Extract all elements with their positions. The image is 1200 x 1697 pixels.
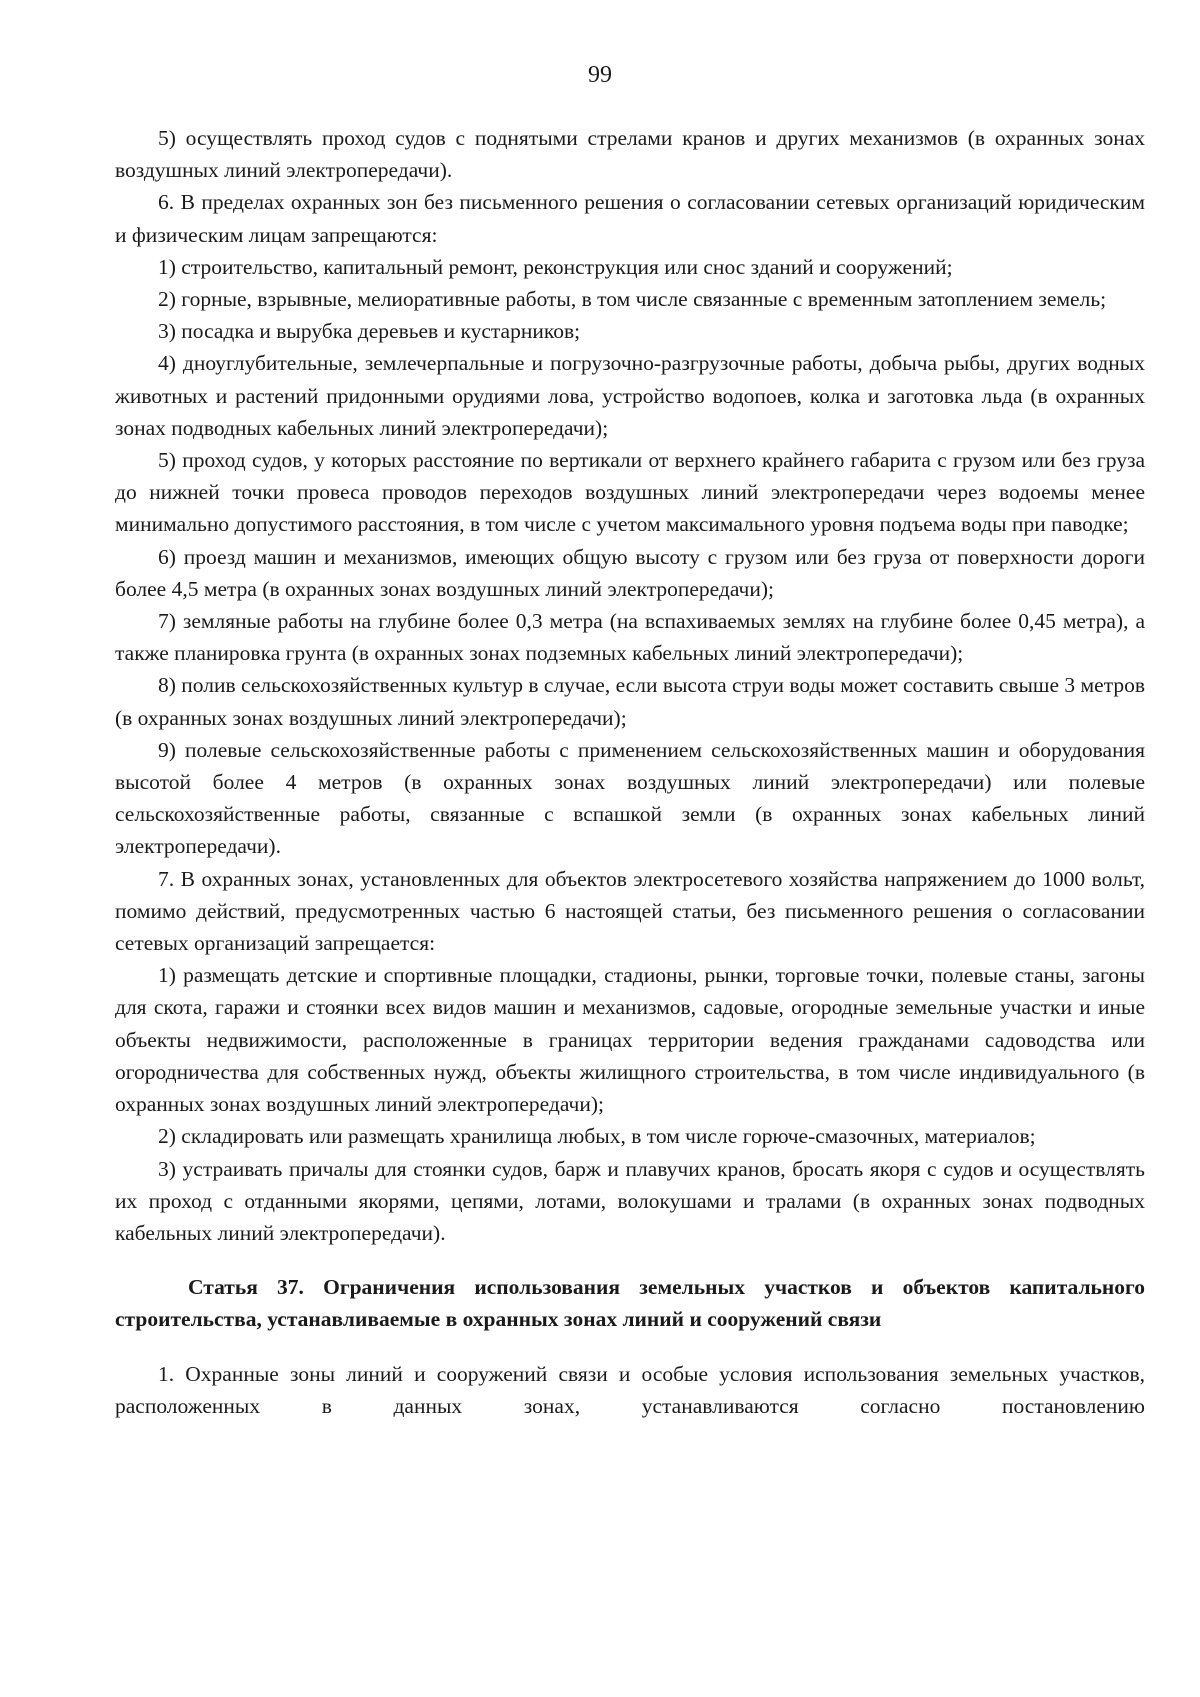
document-body [115,122,1145,1422]
paragraph-item-7-earthworks: 7) земляные работы на глубине более 0,3 метра (на вспахиваемых землях на глубине более 0,45 метра), а также планировка грунта (в охранных зонах подземных кабельных линий электропередачи); [115,609,1145,666]
paragraph-item-2-storage: 2) складировать или размещать хранилища любых, в том числе горюче-смазочных, материалов; [158,1124,1036,1149]
paragraph-part-7-intro: 7. В охранных зонах, установленных для объектов электросетевого хозяйства напряжением до 1000 вольт, помимо действий, предусмотренных частью 6 настоящей статьи, без письменного решения о согласовании сетевых организаций запрещается: [115,866,1145,956]
paragraph-item-2-mining: 2) горные, взрывные, мелиоративные работы, в том числе связанные с временным затоплением земель; [158,287,1107,312]
paragraph-item-1-construction: 1) строительство, капитальный ремонт, реконструкция или снос зданий и сооружений; [158,254,953,279]
paragraph-item-5-vessel-passage: 5) проход судов, у которых расстояние по вертикали от верхнего крайнего габарита с грузом или без груза до нижней точки провеса проводов переходов воздушных линий электропередачи через водоемы менее минимально допустимого расстояния, в том числе с учетом максимального уровня подъема воды при паводке; [115,448,1145,537]
paragraph-article-37-part-1: 1. Охранные зоны линий и сооружений связи и особые условия использования земельных участков, расположенных в данных зонах, устанавливаются согласно постановлению [115,1361,1145,1418]
paragraph-item-6-vehicles: 6) проезд машин и механизмов, имеющих общую высоту с грузом или без груза от поверхности дороги более 4,5 метра (в охранных зонах воздушных линий электропередачи); [115,544,1145,601]
paragraph-part-6-intro: 6. В пределах охранных зон без письменного решения о согласовании сетевых организаций юридическим и физическим лицам запрещаются: [115,190,1145,247]
paragraph-item-1-playgrounds: 1) размещать детские и спортивные площадки, стадионы, рынки, торговые точки, полевые станы, загоны для скота, гаражи и стоянки всех видов машин и механизмов, садовые, огородные земельные участки и иные объекты недвижимости, расположенные в границах территории ведения гражданами садоводства или огородничества для собственных нужд, объекты жилищного строительства, в том числе индивидуального (в охранных зонах воздушных линий электропередачи); [115,963,1145,1117]
article-heading: Статья 37. Ограничения использования земельных участков и объектов капитального строительства, устанавливаемые в охранных зонах линий и сооружений связи [115,1275,1145,1332]
paragraph-item-8-irrigation: 8) полив сельскохозяйственных культур в случае, если высота струи воды может составить свыше 3 метров (в охранных зонах воздушных линий электропередачи); [115,673,1145,730]
paragraph-item-5-vessels-cranes: 5) осуществлять проход судов с поднятыми стрелами кранов и других механизмов (в охранных зонах воздушных линий электропередачи). [115,126,1145,183]
page-number: 99 [588,62,612,88]
paragraph-item-4-dredging: 4) дноуглубительные, землечерпальные и погрузочно-разгрузочные работы, добыча рыбы, других водных животных и растений придонными орудиями лова, устройство водопоев, колка и заготовка льда (в охранных зонах подводных кабельных линий электропередачи); [115,351,1145,440]
paragraph-item-3-moorings: 3) устраивать причалы для стоянки судов, барж и плавучих кранов, бросать якоря с судов и осуществлять их проход с отданными якорями, цепями, лотами, волокушами и тралами (в охранных зонах подводных кабельных линий электропередачи). [115,1156,1145,1245]
paragraph-item-9-field-works: 9) полевые сельскохозяйственные работы с применением сельскохозяйственных машин и оборудования высотой более 4 метров (в охранных зонах воздушных линий электропередачи) или полевые сельскохозяйственные работы, связанные с вспашкой земли (в охранных зонах кабельных линий электропередачи). [115,737,1145,859]
paragraph-item-3-trees: 3) посадка и вырубка деревьев и кустарников; [158,319,581,344]
